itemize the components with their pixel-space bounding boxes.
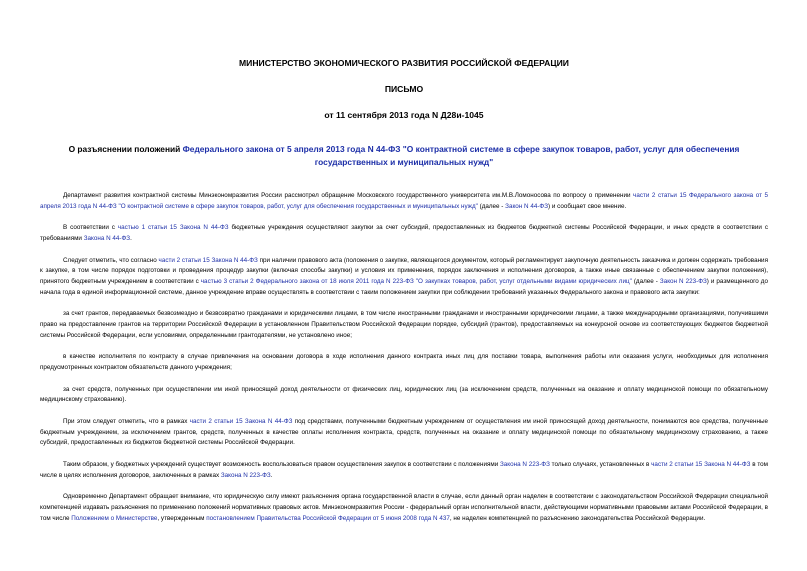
law-reference-link[interactable]: частью 1 статьи 15 Закона N 44-ФЗ	[117, 224, 229, 232]
document-type: ПИСЬМО	[384, 84, 424, 94]
paragraph-text: Таким образом, у бюджетных учреждений существует возможность воспользоваться правом осуществления закупок в соответствии с положениями	[63, 461, 500, 468]
law-reference-link[interactable]: части 2 статьи 15 Закона N 44-ФЗ	[189, 418, 293, 426]
paragraph-text: (далее -	[631, 277, 660, 285]
paragraph-text: При этом следует отметить, что в рамках	[63, 418, 190, 426]
law-reference-link[interactable]: Закон N 223-ФЗ	[659, 277, 707, 285]
paragraph-6: за счет средств, полученных при осуществлении им иной приносящей доход деятельности от физических лиц, юридических лиц (за исключением средств, полученных на оказание и оплату медицинской помощи по обязательному медицинскому страхованию).	[40, 385, 768, 404]
paragraph-text: , не наделен компетенцией по разъяснению законодательства Российской Федерации.	[449, 514, 706, 522]
subject-law-link[interactable]: Федерального закона от 5 апреля 2013 года N 44-ФЗ "О контрактной системе в сфере закупок товаров, работ, услуг для обеспечения государственных и муниципальных нужд"	[182, 144, 740, 167]
paragraph-text: Следует отметить, что согласно	[63, 256, 159, 264]
paragraph-text: , утвержденным	[157, 514, 207, 522]
document-body	[40, 191, 768, 524]
paragraph-text: Департамент развития контрактной системы Минэкономразвития России рассмотрел обращение Московского государственного университета им.М.В.Ломоносова по вопросу о применении	[63, 192, 634, 199]
paragraph-text: .	[130, 234, 132, 242]
law-reference-link[interactable]: Закона N 223-ФЗ	[500, 461, 550, 468]
law-reference-link[interactable]: Закона N 44-ФЗ	[83, 234, 131, 242]
paragraph-text: под средствами, полученными бюджетным учреждением от осуществления им иной приносящей доход деятельности, понимаются все средства, полученные бюджетным учреждением, за исключением грантов, средств, полученных в качестве оплаты исполнения контракта, средств, полученных на оказание и оплату медицинской помощи по обязательному медицинскому страхованию, а также субсидий, предоставленных из бюджетов бюджетной системы Российской Федерации.	[40, 418, 768, 447]
paragraph-5: в качестве исполнителя по контракту в случае привлечения на основании договора в ходе исполнения данного контракта иных лиц для поставки товара, выполнения работы или оказания услуги, необходимых для исполнения предусмотренных контрактом обязательств данного учреждения;	[40, 353, 768, 371]
subject-prefix: О разъяснении положений	[68, 144, 183, 154]
paragraph-text: при наличии правового акта (положения о закупке, являющегося документом, который регламентирует закупочную деятельность заказчика и должен содержать требования к закупке, в том числе порядок подготовки и проведения процедур закупки (включая способы закупки) и условия их применения, порядок заключения и исполнения договоров, а также иные связанные с обеспечением закупки положения), принятого бюджетным учреждением в соответствии с	[40, 256, 768, 285]
paragraph-3	[40, 256, 768, 298]
law-reference-link[interactable]: постановлением Правительства Российской Федерации от 5 июня 2008 года N 437	[206, 514, 450, 522]
paragraph-text: ) и размещенного до начала года в единой информационной системе, данное учреждение вправе осуществлять в соответствии с таким положением закупки при соблюдении требований указанных Федерального закона и правового акта закупки:	[40, 277, 768, 296]
document-page	[40, 0, 768, 534]
law-reference-link[interactable]: частью 3 статьи 2 Федерального закона от 18 июля 2011 года N 223-ФЗ "О закупках товаров, работ, услуг отдельными видами юридических лиц"	[200, 277, 632, 285]
paragraph-4: за счет грантов, передаваемых безвозмездно и безвозвратно гражданами и юридическими лицами, в том числе иностранными гражданами и иностранными юридическими лицами, а также международными организациями, получившими право на предоставление грантов на территории Российской Федерации в установленном Правительством Российской Федерации порядке, субсидий (грантов), предоставляемых на конкурсной основе из соответствующих бюджетов бюджетной системы Российской Федерации, если условиями, определенными грантодателями, не установлено иное;	[40, 310, 768, 339]
law-reference-link[interactable]: Закона N 223-ФЗ	[220, 471, 271, 479]
law-reference-link[interactable]: Закон N 44-ФЗ	[505, 202, 549, 210]
paragraph-text: В соответствии с	[63, 224, 118, 232]
paragraph-text: бюджетные учреждения осуществляют закупки за счет субсидий, предоставленных из бюджетов бюджетной системы Российской Федерации, и иных средств в соответствии с требованиями	[40, 224, 768, 242]
paragraph-text: ) и сообщает свое мнение.	[548, 202, 627, 210]
ministry-title: МИНИСТЕРСТВО ЭКОНОМИЧЕСКОГО РАЗВИТИЯ РОССИЙСКОЙ ФЕДЕРАЦИИ	[239, 58, 569, 68]
document-subject	[40, 143, 768, 168]
paragraph-8	[40, 460, 768, 481]
paragraph-9	[40, 492, 768, 524]
paragraph-7	[40, 417, 768, 449]
document-date-number: от 11 сентября 2013 года N Д28и-1045	[324, 110, 484, 120]
paragraph-text: только случаях, установленных в	[549, 461, 652, 468]
law-reference-link[interactable]: Положением о Министерстве	[71, 514, 158, 522]
law-reference-link[interactable]: части 2 статьи 15 Закона N 44-ФЗ	[158, 256, 258, 264]
paragraph-1	[40, 191, 768, 212]
paragraph-2	[40, 223, 768, 244]
paragraph-text: в том числе в целях исполнения договоров, заключенных в рамках	[40, 461, 768, 479]
paragraph-text: Одновременно Департамент обращает внимание, что юридическую силу имеют разъяснения органа государственной власти в случае, если данный орган наделен в соответствии с законодательством Российской Федерации специальной компетенцией издавать разъяснения по применению положений нормативных правовых актов. Минэкономразвития России - федеральный орган исполнительной власти, действующими нормативными правовыми актами Российской Федерации, в том числе	[40, 493, 768, 522]
law-reference-link[interactable]: части 2 статьи 15 Федерального закона от 5 апреля 2013 года N 44-ФЗ "О контрактной системе в сфере закупок товаров, работ, услуг для обеспечения государственных и муниципальных нужд"	[40, 192, 768, 210]
law-reference-link[interactable]: части 2 статьи 15 Закона N 44-ФЗ	[651, 461, 751, 468]
paragraph-text: (далее -	[477, 202, 506, 210]
paragraph-text: .	[270, 471, 273, 479]
